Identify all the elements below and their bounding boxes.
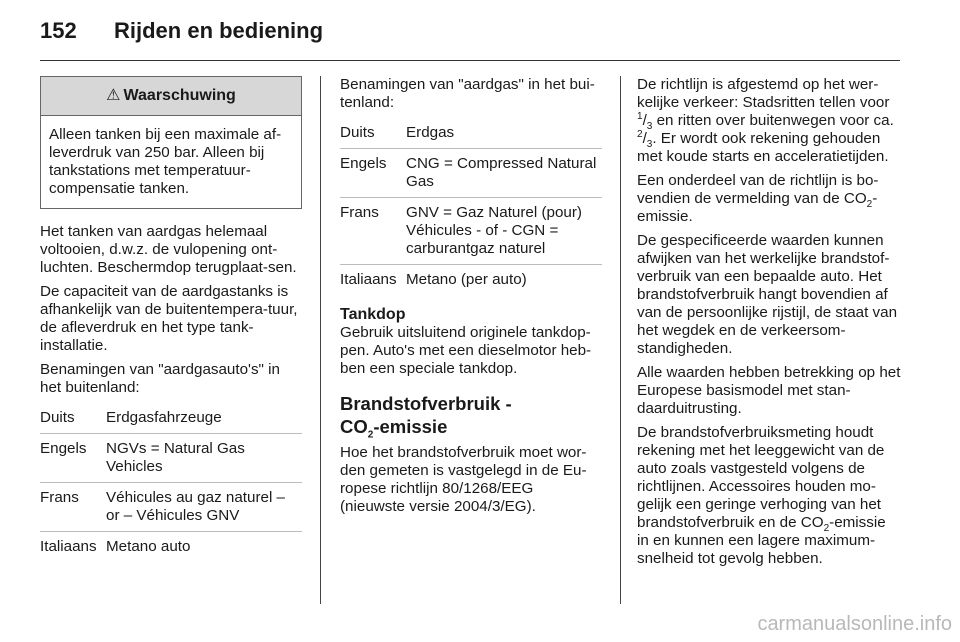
paragraph <box>637 424 901 568</box>
paragraph: De richtlijn is afgestemd op het wer-kelijke verkeer: Stadsritten tellen voor $^1/_3$ en ritten over buitenwegen voor ca. $^2/_3$. Er wordt ook rekening gehouden met koude starts en acceleratietijden. <box>637 76 894 165</box>
paragraph: Alle waarden hebben betrekking op het Europese basismodel met stan-daarduitrusting. <box>637 364 901 417</box>
warning-text: Alleen tanken bij een maximale af-leverdruk van 250 bar. Alleen bij tankstations met temperatuur-compensatie tanken. <box>49 126 282 197</box>
warning-box <box>40 76 302 209</box>
heading-co: CO <box>340 416 368 437</box>
paragraph: Het tanken van aardgas helemaal voltooien, d.w.z. de vulopening ont-luchten. Beschermdop terugplaat-sen. <box>40 223 297 276</box>
term-cell: CNG = Compressed Natural Gas <box>406 149 602 198</box>
column-divider-1 <box>320 76 321 604</box>
language-cell: Engels <box>40 434 106 483</box>
section-heading-fuel-consumption <box>340 392 602 441</box>
language-cell: Frans <box>40 483 106 532</box>
paragraph: De gespecificeerde waarden kunnen afwijken van het werkelijke brandstof-verbruik van een bepaalde auto. Het brandstofverbruik hangt bovendien af van de persoonlijke rijstijl, de staat van het wegdek en de verkeersom-standigheden. <box>637 232 898 357</box>
column-2 <box>340 76 602 522</box>
section-heading-tankdop: Tankdop <box>340 306 406 323</box>
text-run: De brandstofverbruiksmeting houdt rekening met het leeggewicht van de auto zoals vastgesteld volgens de richtlijnen. Accessoires houden mo-gelijk een geringe verhoging van het brandstofverbruik en de CO <box>637 424 885 531</box>
warning-triangle-icon: ⚠ <box>106 87 121 104</box>
term-cell: GNV = Gaz Naturel (pour) Véhicules - of - CGN = carburantgaz naturel <box>406 198 602 265</box>
term-cell: Véhicules au gaz naturel – or – Véhicules GNV <box>106 483 302 532</box>
fraction-numerator: 2 <box>637 128 643 140</box>
fraction-numerator: 1 <box>637 110 643 122</box>
paragraph <box>637 172 901 226</box>
subscript: 2 <box>823 523 830 535</box>
warning-title: Waarschuwing <box>123 87 236 104</box>
text-run: . Er wordt ook rekening gehouden met koude starts en acceleratietijden. <box>637 130 889 165</box>
column-divider-2 <box>620 76 621 604</box>
text-run: en ritten over buitenwegen voor ca. <box>652 112 894 129</box>
text-run: -emissie. <box>637 190 878 225</box>
heading-emission: -emissie <box>373 416 448 437</box>
term-cell: Metano (per auto) <box>406 271 527 288</box>
fraction-denominator: 3 <box>646 121 653 133</box>
column-3 <box>637 76 901 574</box>
text-run: -emissie in en kunnen een lagere maximum-snelheid tot gevolg hebben. <box>637 514 886 567</box>
table-row <box>40 532 302 563</box>
table-row <box>340 149 602 198</box>
paragraph: Benamingen van "aardgasauto's" in het buitenland: <box>40 361 280 396</box>
language-cell: Frans <box>340 198 406 265</box>
fraction-denominator: 3 <box>646 139 653 151</box>
watermark: carmanualsonline.info <box>757 613 952 635</box>
language-cell: Engels <box>340 149 406 198</box>
paragraph: Hoe het brandstofverbruik moet wor-den gemeten is vastgelegd in de Eu-ropese richtlijn 80/1268/EEG (nieuwste versie 2004/3/EG). <box>340 444 587 515</box>
paragraph: De capaciteit van de aardgastanks is afhankelijk van de buitentempera-tuur, de afleverdruk en het type tank-installatie. <box>40 283 298 354</box>
vehicle-names-table <box>40 403 302 562</box>
paragraph: Gebruik uitsluitend originele tankdop-pen. Auto's met een dieselmotor heb-ben een speciale tankdop. <box>340 324 592 377</box>
table-row <box>40 403 302 434</box>
gas-names-table <box>340 118 602 295</box>
term-cell: Metano auto <box>106 538 191 555</box>
term-cell: Erdgas <box>406 118 602 149</box>
warning-header <box>41 77 301 116</box>
term-cell: Erdgasfahrzeuge <box>106 403 302 434</box>
language-cell: Italiaans <box>40 538 97 555</box>
table-row <box>340 118 602 149</box>
header-rule <box>40 60 900 61</box>
page-title: Rijden en bediening <box>114 18 324 43</box>
language-cell: Italiaans <box>340 271 397 288</box>
table-row <box>340 265 602 296</box>
language-cell: Duits <box>40 403 106 434</box>
subscript: 2 <box>866 199 873 211</box>
table-row <box>40 483 302 532</box>
page-number: 152 <box>40 18 77 43</box>
text-run: De richtlijn is afgestemd op het wer-kelijke verkeer: Stadsritten tellen voor <box>637 76 890 111</box>
heading-line-1: Brandstofverbruik - <box>340 393 512 414</box>
text-run: Een onderdeel van de richtlijn is bo-vendien de vermelding van de CO <box>637 172 879 207</box>
subscript: 2 <box>367 429 374 441</box>
table-row <box>40 434 302 483</box>
column-1 <box>40 76 302 570</box>
paragraph: Benamingen van "aardgas" in het bui-tenland: <box>340 76 595 111</box>
language-cell: Duits <box>340 118 406 149</box>
table-row <box>340 198 602 265</box>
term-cell: NGVs = Natural Gas Vehicles <box>106 434 302 483</box>
